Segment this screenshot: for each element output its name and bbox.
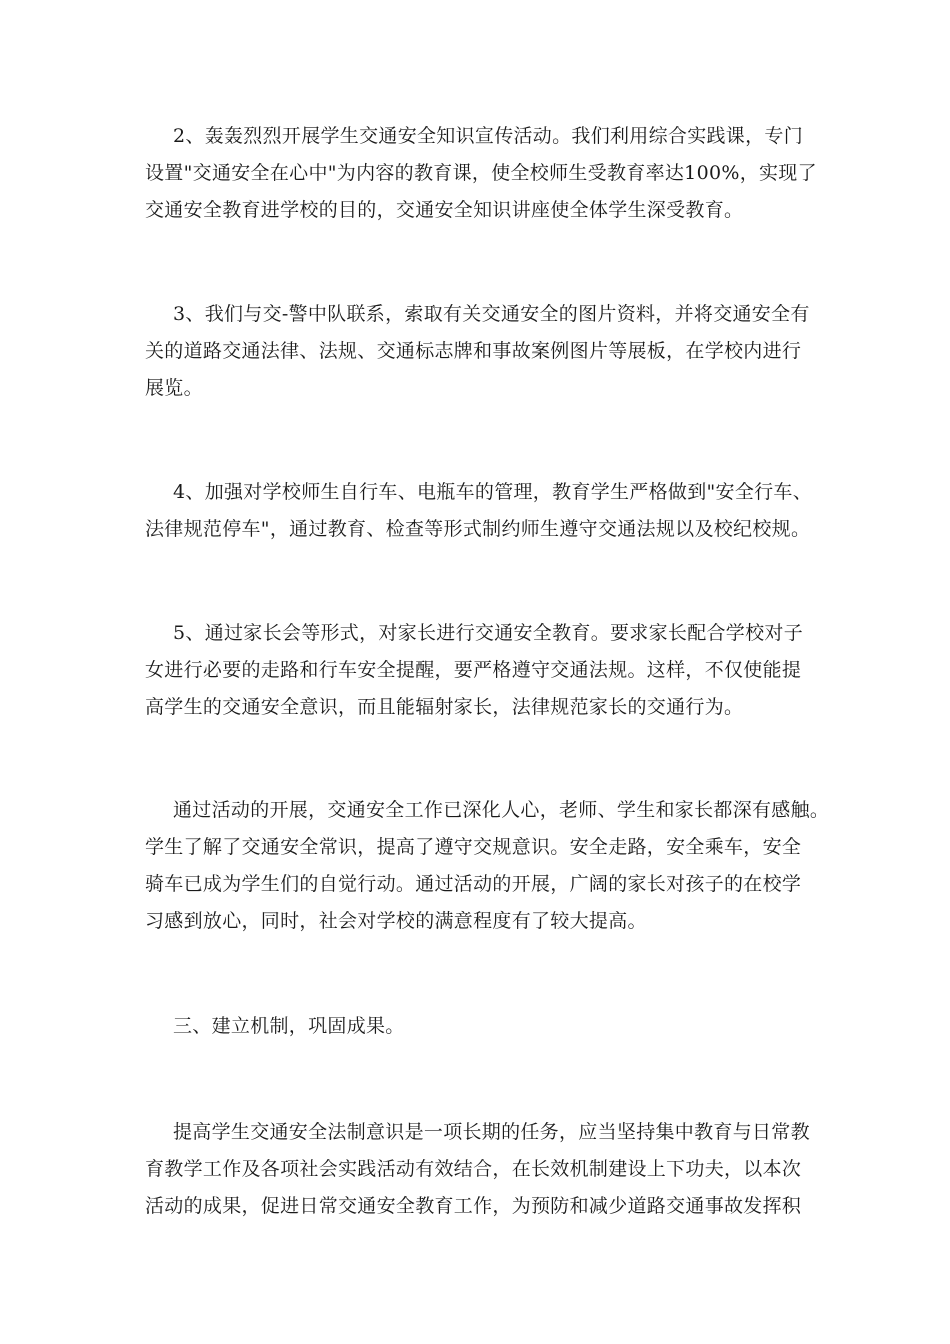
text-line: 2、轰轰烈烈开展学生交通安全知识宣传活动。我们利用综合实践课，专门 [173,125,803,147]
paragraph-mechanism [145,1114,825,1225]
paragraph-summary [145,792,830,940]
text-line: 关的道路交通法律、法规、交通标志牌和事故案例图片等展板，在学校内进行 [145,340,802,362]
paragraph-item-3 [145,296,825,407]
text-line: 法律规范停车"，通过教育、检查等形式制约师生遵守交通法规以及校纪校规。 [145,518,811,540]
paragraph-item-2 [145,118,825,229]
text-line: 活动的成果，促进日常交通安全教育工作，为预防和减少道路交通事故发挥积 [145,1195,802,1217]
paragraph-item-4 [145,474,825,548]
paragraph-item-5 [145,615,825,726]
text-line: 5、通过家长会等形式，对家长进行交通安全教育。要求家长配合学校对子 [173,622,803,644]
text-line: 4、加强对学校师生自行车、电瓶车的管理，教育学生严格做到"安全行车、 [173,481,813,503]
text-line: 提高学生交通安全法制意识是一项长期的任务，应当坚持集中教育与日常教 [173,1121,810,1143]
text-line: 交通安全教育进学校的目的，交通安全知识讲座使全体学生深受教育。 [145,199,744,221]
text-line: 骑车已成为学生们的自觉行动。通过活动的开展，广阔的家长对孩子的在校学 [145,873,802,895]
text-line: 3、我们与交-警中队联系，索取有关交通安全的图片资料，并将交通安全有 [173,303,810,325]
section-heading-text: 三、建立机制，巩固成果。 [173,1015,405,1037]
section-heading [145,1008,825,1045]
text-line: 育教学工作及各项社会实践活动有效结合，在长效机制建设上下功夫，以本次 [145,1158,802,1180]
text-line: 通过活动的开展，交通安全工作已深化人心，老师、学生和家长都深有感触。 [173,799,830,821]
text-line: 设置"交通安全在心中"为内容的教育课，使全校师生受教育率达100%，实现了 [145,162,817,184]
text-line: 学生了解了交通安全常识，提高了遵守交规意识。安全走路，安全乘车，安全 [145,836,802,858]
text-line: 展览。 [145,377,203,399]
text-line: 高学生的交通安全意识，而且能辐射家长，法律规范家长的交通行为。 [145,696,744,718]
text-line: 女进行必要的走路和行车安全提醒，要严格遵守交通法规。这样，不仅使能提 [145,659,802,681]
text-line: 习感到放心，同时，社会对学校的满意程度有了较大提高。 [145,910,647,932]
